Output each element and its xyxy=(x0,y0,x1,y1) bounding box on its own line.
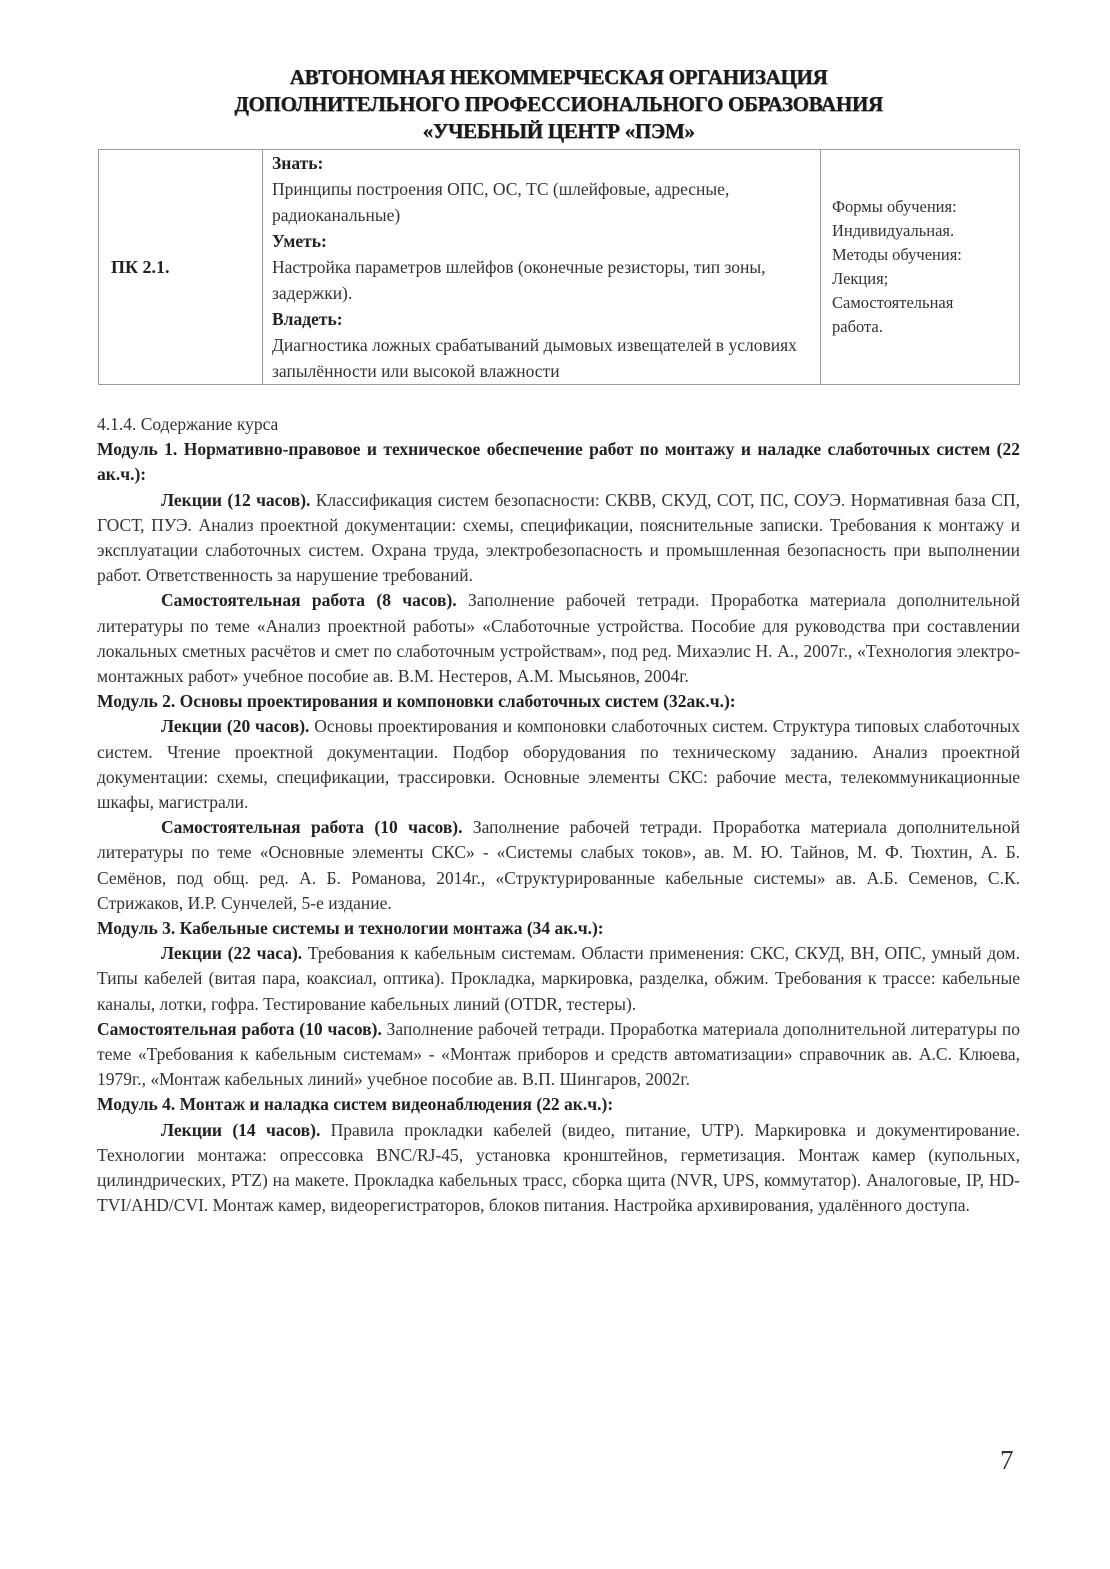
header-line-2: ДОПОЛНИТЕЛЬНОГО ПРОФЕССИОНАЛЬНОГО ОБРАЗОВАНИЯ xyxy=(234,92,883,116)
know-text: Принципы построения ОПС, ОС, ТС (шлейфовые, адресные, радиоканальные) xyxy=(272,179,730,225)
self-study-label: Самостоятельная работа (10 часов). xyxy=(161,817,463,838)
header-line-1: АВТОНОМНАЯ НЕКОММЕРЧЕСКАЯ ОРГАНИЗАЦИЯ xyxy=(289,65,828,89)
self-study-text: Заполнение рабочей тетради. Проработка материала дополнительной литературы по теме «Анализ проектной работы» «Слаботочные устройства. Пособие для руководства при составлении локальных сметных расчётов и смет по слаботочным устройствам», под ред. Михаэлис Н. А., 2007г., «Технология электро-монтажных работ» учебное пособие ав. В.М. Нестеров, А.М. Мысьянов, 2004г. xyxy=(97,590,1020,687)
module-1-self-study xyxy=(97,588,1020,689)
training-forms-cell xyxy=(821,150,1020,385)
module-1-lectures xyxy=(97,488,1020,589)
competency-table xyxy=(98,149,1020,385)
can-label: Уметь: xyxy=(272,231,327,251)
forms-line: Лекция; xyxy=(832,269,889,288)
course-content xyxy=(97,412,1020,1219)
module-1-title: Модуль 1. Нормативно-правовое и техническое обеспечение работ по монтажу и наладке слаботочных систем (22 ак.ч.): xyxy=(97,439,1020,485)
lectures-text: Требования к кабельным системам. Области применения: СКС, СКУД, ВН, ОПС, умный дом. Типы кабелей (витая пара, коаксиал, оптика). Прокладка, маркировка, разделка, обжим. Требования к трассе: кабельные каналы, лотки, гофра. Тестирование кабельных линий (OTDR, тестеры). xyxy=(97,943,1020,1014)
lectures-label: Лекции (20 часов). xyxy=(161,716,310,737)
can-text: Настройка параметров шлейфов (оконечные резисторы, тип зоны, задержки). xyxy=(272,257,766,303)
module-2-lectures xyxy=(97,714,1020,815)
section-title: 4.1.4. Содержание курса xyxy=(97,414,279,434)
own-text: Диагностика ложных срабатываний дымовых извещателей в условиях запылённости или высокой влажности xyxy=(272,335,797,381)
forms-line: работа. xyxy=(832,317,883,336)
lectures-label: Лекции (14 часов). xyxy=(161,1119,321,1140)
self-study-label: Самостоятельная работа (10 часов). xyxy=(97,1018,382,1039)
module-2-self-study xyxy=(97,815,1020,916)
competency-code: ПК 2.1. xyxy=(99,150,263,385)
self-study-text: Заполнение рабочей тетради. Проработка материала дополнительной литературы по теме «Основные элементы СКС» - «Системы слабых токов», ав. М. Ю. Тайнов, М. Ф. Тюхтин, А. Б. Семёнов, под общ. ред. А. Б. Романова, 2014г., «Структурированные кабельные системы» ав. А.Б. Семенов, С.К. Стрижаков, И.Р. Сунчелей, 5-е издание. xyxy=(97,817,1020,913)
lectures-text: Классификация систем безопасности: СКВВ, СКУД, СОТ, ПС, СОУЭ. Нормативная база СП, ГОСТ, ПУЭ. Анализ проектной документации: схемы, спецификации, пояснительные записки. Требования к монтажу и эксплуатации слаботочных систем. Охрана труда, электробезопасность и промышленная безопасность при выполнении работ. Ответственность за нарушение требований. xyxy=(97,489,1020,586)
forms-line: Методы обучения: xyxy=(832,245,962,264)
know-label: Знать: xyxy=(272,153,324,173)
page-number: 7 xyxy=(1000,1445,1014,1475)
lectures-label: Лекции (22 часа). xyxy=(161,943,303,964)
module-3-title: Модуль 3. Кабельные системы и технологии монтажа (34 ак.ч.): xyxy=(97,918,604,939)
table-row xyxy=(99,150,1020,385)
self-study-label: Самостоятельная работа (8 часов). xyxy=(161,590,457,611)
module-3-lectures xyxy=(97,941,1020,1017)
module-4-lectures xyxy=(97,1118,1020,1219)
organization-header xyxy=(97,64,1020,145)
module-3-self-study xyxy=(97,1017,1020,1093)
own-label: Владеть: xyxy=(272,309,343,329)
forms-line: Формы обучения: xyxy=(832,197,957,216)
lectures-label: Лекции (12 часов). xyxy=(161,489,311,510)
lectures-text: Основы проектирования и компоновки слаботочных систем. Структура типовых слаботочных систем. Чтение проектной документации. Подбор оборудования по техническому заданию. Анализ проектной документации: схемы, спецификации, трассировки. Основные элементы СКС: рабочие места, телекоммуникационные шкафы, магистрали. xyxy=(97,716,1020,813)
self-study-text: Заполнение рабочей тетради. Проработка материала дополнительной литературы по теме «Требования к кабельным системам» - «Монтаж приборов и средств автоматизации» справочник ав. А.С. Клюева, 1979г., «Монтаж кабельных линий» учебное пособие ав. В.П. Шингаров, 2002г. xyxy=(97,1018,1020,1090)
header-line-3: «УЧЕБНЫЙ ЦЕНТР «ПЭМ» xyxy=(422,119,695,143)
module-4-title: Модуль 4. Монтаж и наладка систем видеонаблюдения (22 ак.ч.): xyxy=(97,1094,614,1115)
forms-line: Самостоятельная xyxy=(832,293,954,312)
module-2-title: Модуль 2. Основы проектирования и компоновки слаботочных систем (32ак.ч.): xyxy=(97,691,736,712)
competency-skills-cell xyxy=(263,150,821,385)
forms-line: Индивидуальная. xyxy=(832,221,955,240)
lectures-text: Правила прокладки кабелей (видео, питание, UTP). Маркировка и документирование. Технологии монтажа: опрессовка BNC/RJ-45, установка кронштейнов, герметизация. Монтаж камер (купольных, цилиндрических, PTZ) на макете. Прокладка кабельных трасс, сборка щита (NVR, UPS, коммутатор). Аналоговые, IP, HD-TVI/AHD/CVI. Монтаж камер, видеорегистраторов, блоков питания. Настройка архивирования, удалённого доступа. xyxy=(97,1119,1020,1216)
